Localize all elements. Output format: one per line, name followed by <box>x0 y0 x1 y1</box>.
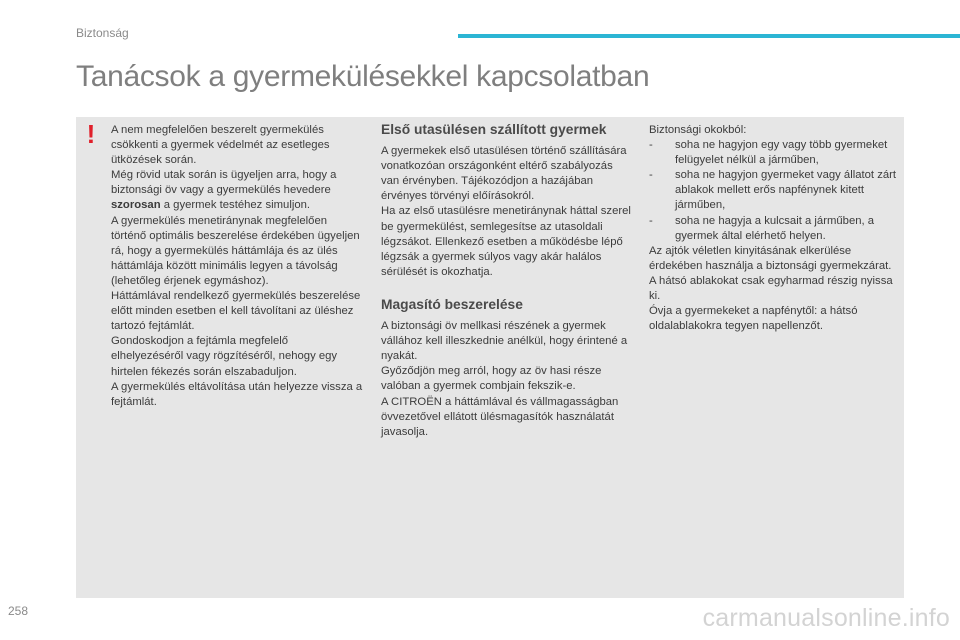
header-accent-bar <box>458 34 960 38</box>
front-seat-paragraph: A gyermekek első utasülésen történő szállítására vonatkozóan országonként eltérő szabályozás van érvényben. Tájékozódjon a hazájában érvényes törvényi előírásokról. <box>381 145 627 203</box>
warning-paragraph: A gyermekülés eltávolítása után helyezze vissza a fejtámlát. <box>111 380 363 408</box>
warning-column <box>111 123 363 410</box>
page-number: 258 <box>8 604 29 618</box>
booster-paragraph: A biztonsági öv mellkasi részének a gyermek vállához kell illeszkednie anélkül, hogy érintené a nyakát. <box>381 320 628 363</box>
dash-marker: - <box>649 139 653 152</box>
page-title: Tanácsok a gyermekülésekkel kapcsolatban <box>76 60 650 93</box>
safety-list <box>649 138 899 244</box>
list-item-text: soha ne hagyjon gyermeket vagy állatot zárt ablakok mellett erős napfénynek kitett járműben, <box>675 169 897 212</box>
dash-marker: - <box>649 169 653 182</box>
safety-paragraph: Az ajtók véletlen kinyitásának elkerülése érdekében használja a biztonsági gyermekzárat. <box>649 244 892 272</box>
safety-column <box>649 123 899 334</box>
booster-paragraph: A CITROËN a háttámlával és vállmagasságban övvezetővel ellátott ülésmagasítók használatát javasolja. <box>381 395 619 438</box>
warning-emphasis: szorosan <box>111 199 161 212</box>
exclamation-icon: ! <box>86 119 96 149</box>
warning-paragraph: A gyermekülés menetiránynak megfelelően történő optimális beszerelése érdekében ügyeljen rá, hogy a gyermekülés háttámlája és az ülés háttámlája között minimális legyen a távolság (lehetőleg érjenek egymáshoz). <box>111 214 360 287</box>
warning-paragraph: Háttámlával rendelkező gyermekülés beszerelése előtt minden esetben el kell távolítani az üléshez tartozó fejtámlát. <box>111 290 361 333</box>
safety-paragraph: Óvja a gyermekeket a napfénytől: a hátsó oldalablakokra tegyen napellenzőt. <box>649 305 858 333</box>
warning-paragraph: Gondoskodjon a fejtámla megfelelő elhelyezéséről vagy rögzítéséről, nehogy egy hirtelen fékezés során elszabaduljon. <box>111 335 338 378</box>
front-seat-heading: Első utasülésen szállított gyermek <box>381 122 607 137</box>
safety-paragraph: A hátsó ablakokat csak egyharmad részig nyissa ki. <box>649 274 893 303</box>
section-label: Biztonság <box>76 26 129 40</box>
warning-text: Még rövid utak során is ügyeljen arra, hogy a biztonsági öv vagy a gyermekülés hevedere <box>111 169 337 197</box>
warning-text: a gyermek testéhez simuljon. <box>163 199 311 212</box>
watermark: carmanualsonline.info <box>702 604 950 632</box>
list-item-text: soha ne hagyja a kulcsait a járműben, a gyermek által elérhető helyen. <box>675 214 875 242</box>
warning-paragraph <box>111 168 363 213</box>
list-item-text: soha ne hagyjon egy vagy több gyermeket felügyelet nélkül a járműben, <box>675 139 888 167</box>
dash-marker: - <box>649 214 653 227</box>
safety-intro: Biztonsági okokból: <box>649 124 747 136</box>
list-item <box>649 168 899 213</box>
front-seat-column <box>381 122 631 440</box>
booster-heading: Magasító beszerelése <box>381 296 523 312</box>
list-item <box>649 214 899 244</box>
warning-paragraph: A nem megfelelően beszerelt gyermekülés csökkenti a gyermek védelmét az esetleges ütközések során. <box>111 124 330 167</box>
front-seat-paragraph: Ha az első utasülésre menetiránynak háttal szerel be gyermekülést, semlegesítse az utasoldali légzsákot. Ellenkező esetben a működésbe lépő légzsák a gyermek súlyos vagy akár halálos sérülését is okozhatja. <box>381 205 631 278</box>
list-item <box>649 138 899 168</box>
booster-paragraph: Győződjön meg arról, hogy az öv hasi része valóban a gyermek combjain fekszik-e. <box>381 365 602 393</box>
